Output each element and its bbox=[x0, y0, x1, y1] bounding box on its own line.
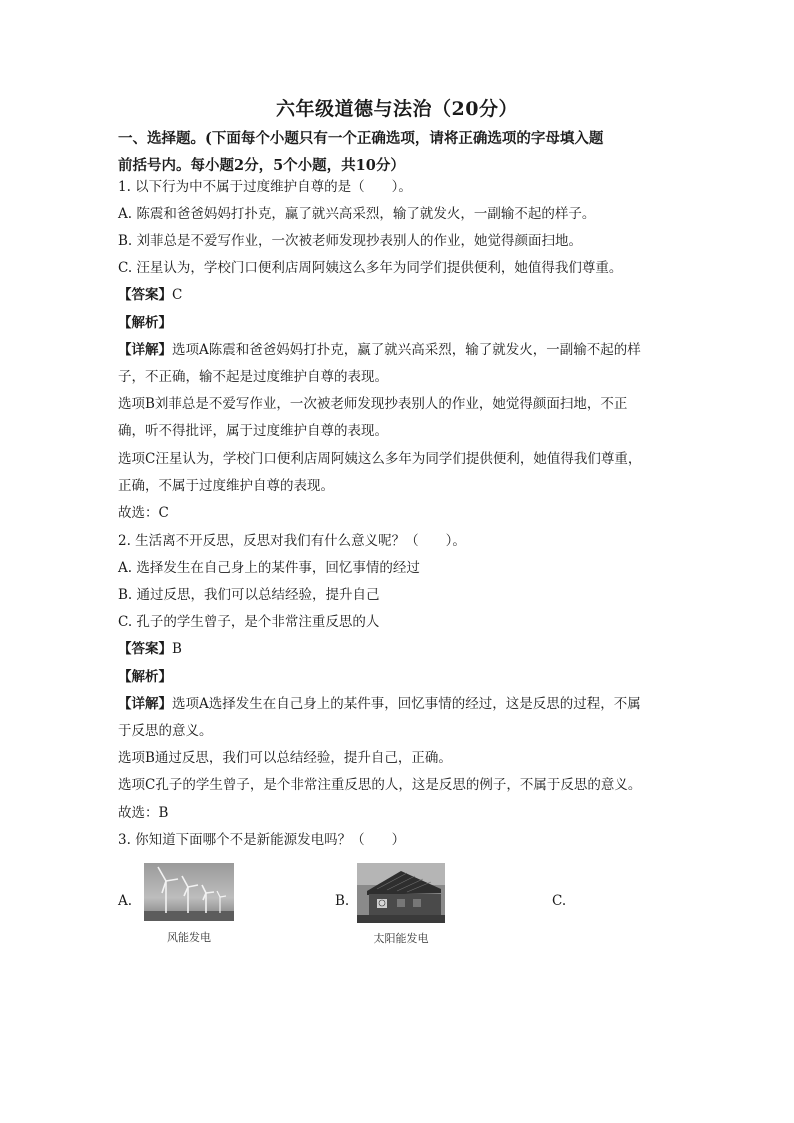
q1-detail-2a: 选项B刘菲总是不爱写作业，一次被老师发现抄表别人的作业，她觉得颜面扫地，不正 bbox=[118, 396, 628, 412]
q2-detail-1a bbox=[118, 691, 678, 718]
q2-option-c: C. 孔子的学生曾子，是个非常注重反思的人 bbox=[118, 614, 380, 630]
q1-stem: 1. 以下行为中不属于过度维护自尊的是（ ）。 bbox=[118, 179, 412, 195]
q2-detail-3: 选项C孔子的学生曾子，是个非常注重反思的人，这是反思的例子，不属于反思的意义。 bbox=[118, 777, 642, 793]
q1-option-b: B. 刘菲总是不爱写作业，一次被老师发现抄表别人的作业，她觉得颜面扫地。 bbox=[118, 233, 583, 249]
detail-tag: 【详解】 bbox=[118, 696, 172, 712]
solar-power-caption: 太阳能发电 bbox=[373, 932, 429, 945]
q2-detail-1b: 于反思的意义。 bbox=[118, 723, 213, 739]
q1-detail-3b: 正确，不属于过度维护自尊的表现。 bbox=[118, 478, 334, 494]
q3-option-a-label: A. bbox=[118, 893, 133, 909]
section-heading-line1: 一、选择题。(下面每个小题只有一个正确选项，请将正确选项的字母填入题 bbox=[118, 130, 604, 147]
q1-option-c: C. 汪星认为，学校门口便利店周阿姨这么多年为同学们提供便利，她值得我们尊重。 bbox=[118, 260, 623, 276]
q3-option-c-label: C. bbox=[552, 893, 567, 909]
q1-detail-2b: 确，听不得批评，属于过度维护自尊的表现。 bbox=[118, 423, 388, 439]
page-title: 六年级道德与法治（20分） bbox=[276, 98, 518, 120]
detail-text: 选项A陈震和爸爸妈妈打扑克，赢了就兴高采烈，输了就发火，一副输不起的样 bbox=[172, 342, 641, 358]
q2-option-b: B. 通过反思，我们可以总结经验，提升自己 bbox=[118, 587, 380, 603]
detail-tag: 【详解】 bbox=[118, 342, 172, 358]
q1-detail-3a: 选项C汪星认为，学校门口便利店周阿姨这么多年为同学们提供便利，她值得我们尊重， bbox=[118, 451, 642, 467]
detail-text: 选项A选择发生在自己身上的某件事，回忆事情的经过，这是反思的过程，不属 bbox=[172, 696, 641, 712]
answer-tag: 【答案】 bbox=[118, 287, 172, 303]
q1-detail-1a bbox=[118, 337, 678, 364]
q2-detail-2: 选项B通过反思，我们可以总结经验，提升自己，正确。 bbox=[118, 750, 452, 766]
answer-tag: 【答案】 bbox=[118, 641, 172, 657]
q1-answer bbox=[118, 282, 678, 309]
q3-option-b-label: B. bbox=[335, 893, 350, 909]
wind-turbine-icon bbox=[144, 863, 234, 921]
wind-power-image bbox=[144, 863, 234, 921]
q1-analysis-tag: 【解析】 bbox=[118, 315, 172, 331]
q1-option-a: A. 陈震和爸爸妈妈打扑克，赢了就兴高采烈，输了就发火，一副输不起的样子。 bbox=[118, 206, 596, 222]
q2-choice: 故选：B bbox=[118, 805, 169, 821]
answer-value: B bbox=[172, 641, 182, 657]
q1-detail-1b: 子，不正确，输不起是过度维护自尊的表现。 bbox=[118, 369, 388, 385]
q2-answer bbox=[118, 636, 678, 663]
q2-stem: 2. 生活离不开反思，反思对我们有什么意义呢？（ ）。 bbox=[118, 533, 466, 549]
solar-house-icon bbox=[357, 863, 445, 923]
solar-power-image bbox=[357, 863, 445, 923]
wind-power-caption: 风能发电 bbox=[167, 931, 211, 944]
q2-option-a: A. 选择发生在自己身上的某件事，回忆事情的经过 bbox=[118, 560, 420, 576]
answer-value: C bbox=[172, 287, 183, 303]
q2-analysis-tag: 【解析】 bbox=[118, 669, 172, 685]
section-heading-line2: 前括号内。每小题2分，5个小题，共10分） bbox=[118, 157, 405, 174]
q3-stem: 3. 你知道下面哪个不是新能源发电吗？（ ） bbox=[118, 832, 406, 848]
q1-choice: 故选：C bbox=[118, 505, 169, 521]
